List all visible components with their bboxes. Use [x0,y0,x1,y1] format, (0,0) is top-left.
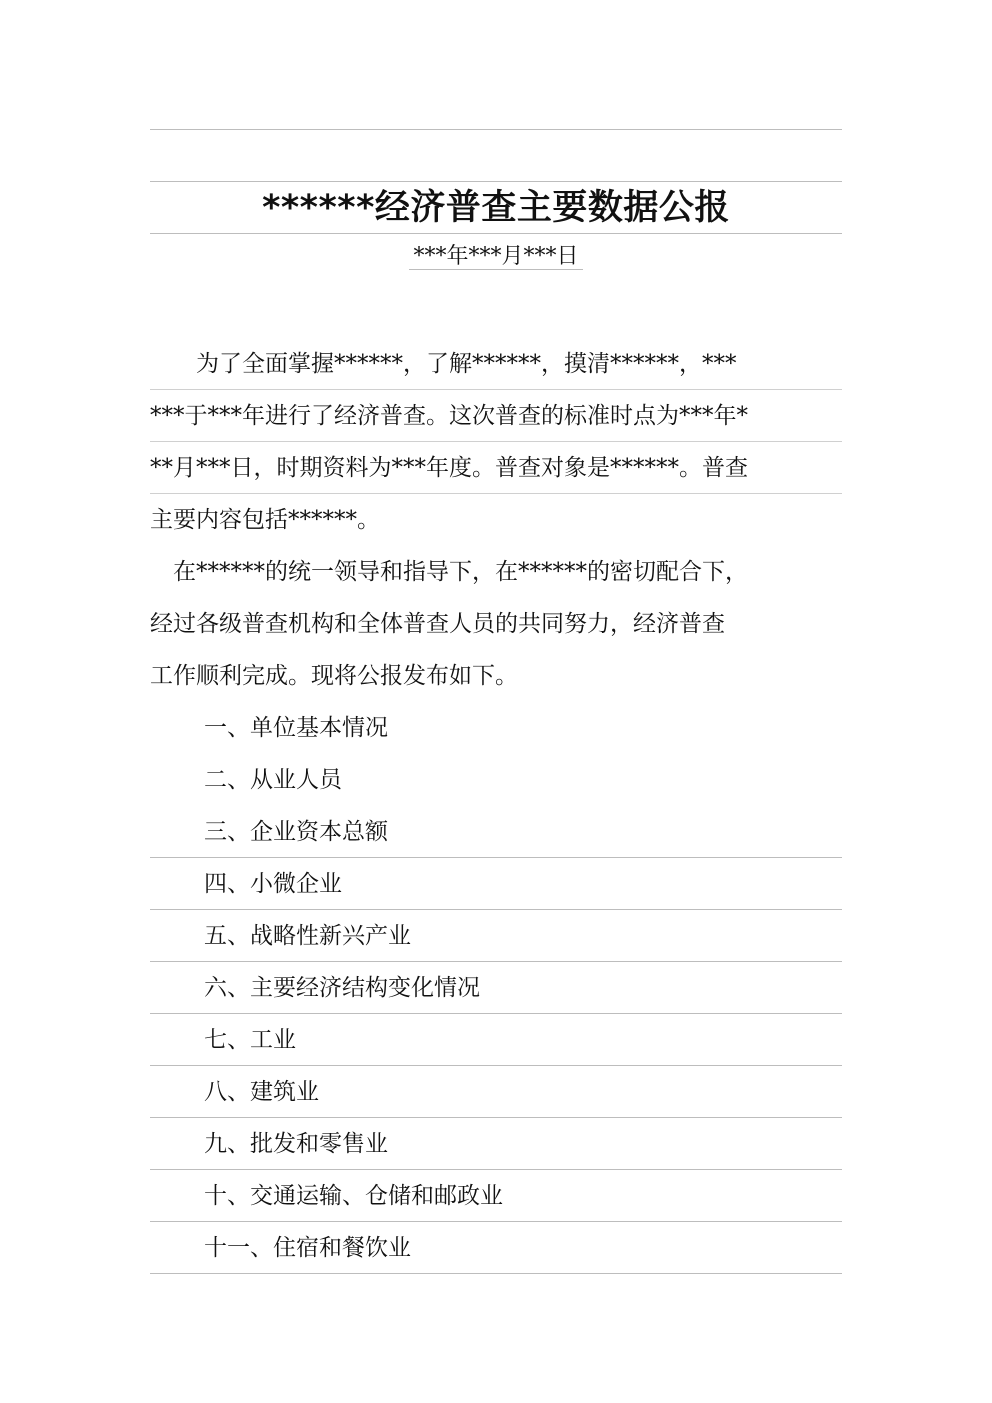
title-top-rule [150,181,842,182]
top-rule [150,129,842,130]
date-text: ***年***月***日 [409,244,582,270]
intro-paragraph [150,338,842,546]
document-date [150,240,842,274]
title-bottom-rule [150,233,842,234]
section-heading: 七、工业 [204,1027,296,1053]
bottom-rule [150,1273,842,1274]
section-heading: 六、主要经济结构变化情况 [204,975,480,1001]
section-heading: 十一、住宿和餐饮业 [204,1235,411,1261]
paragraph-line: 在******的统一领导和指导下，在******的密切配合下， [150,559,748,585]
paragraph-line: 经过各级普查机构和全体普查人员的共同努力，经济普查 [150,611,725,637]
section-heading: 十、交通运输、仓储和邮政业 [204,1183,503,1209]
paragraph-line: ***于***年进行了经济普查。这次普查的标准时点为***年* [150,390,842,442]
section-heading: 四、小微企业 [204,871,342,897]
document-title: ******经济普查主要数据公报 [262,188,730,228]
paragraph-line: 为了全面掌握******，了解******，摸清******，*** [150,338,842,390]
paragraph-line: 主要内容包括******。 [150,507,380,533]
section-heading: 八、建筑业 [204,1079,319,1105]
paragraph-line: 工作顺利完成。现将公报发布如下。 [150,663,518,689]
section-heading: 九、批发和零售业 [204,1131,388,1157]
section-heading: 三、企业资本总额 [204,819,388,845]
section-heading: 二、从业人员 [204,767,342,793]
paragraph-line: **月***日，时期资料为***年度。普查对象是******。普查 [150,442,842,494]
section-heading: 五、战略性新兴产业 [204,923,411,949]
second-paragraph [150,546,842,702]
section-heading: 一、单位基本情况 [204,715,388,741]
